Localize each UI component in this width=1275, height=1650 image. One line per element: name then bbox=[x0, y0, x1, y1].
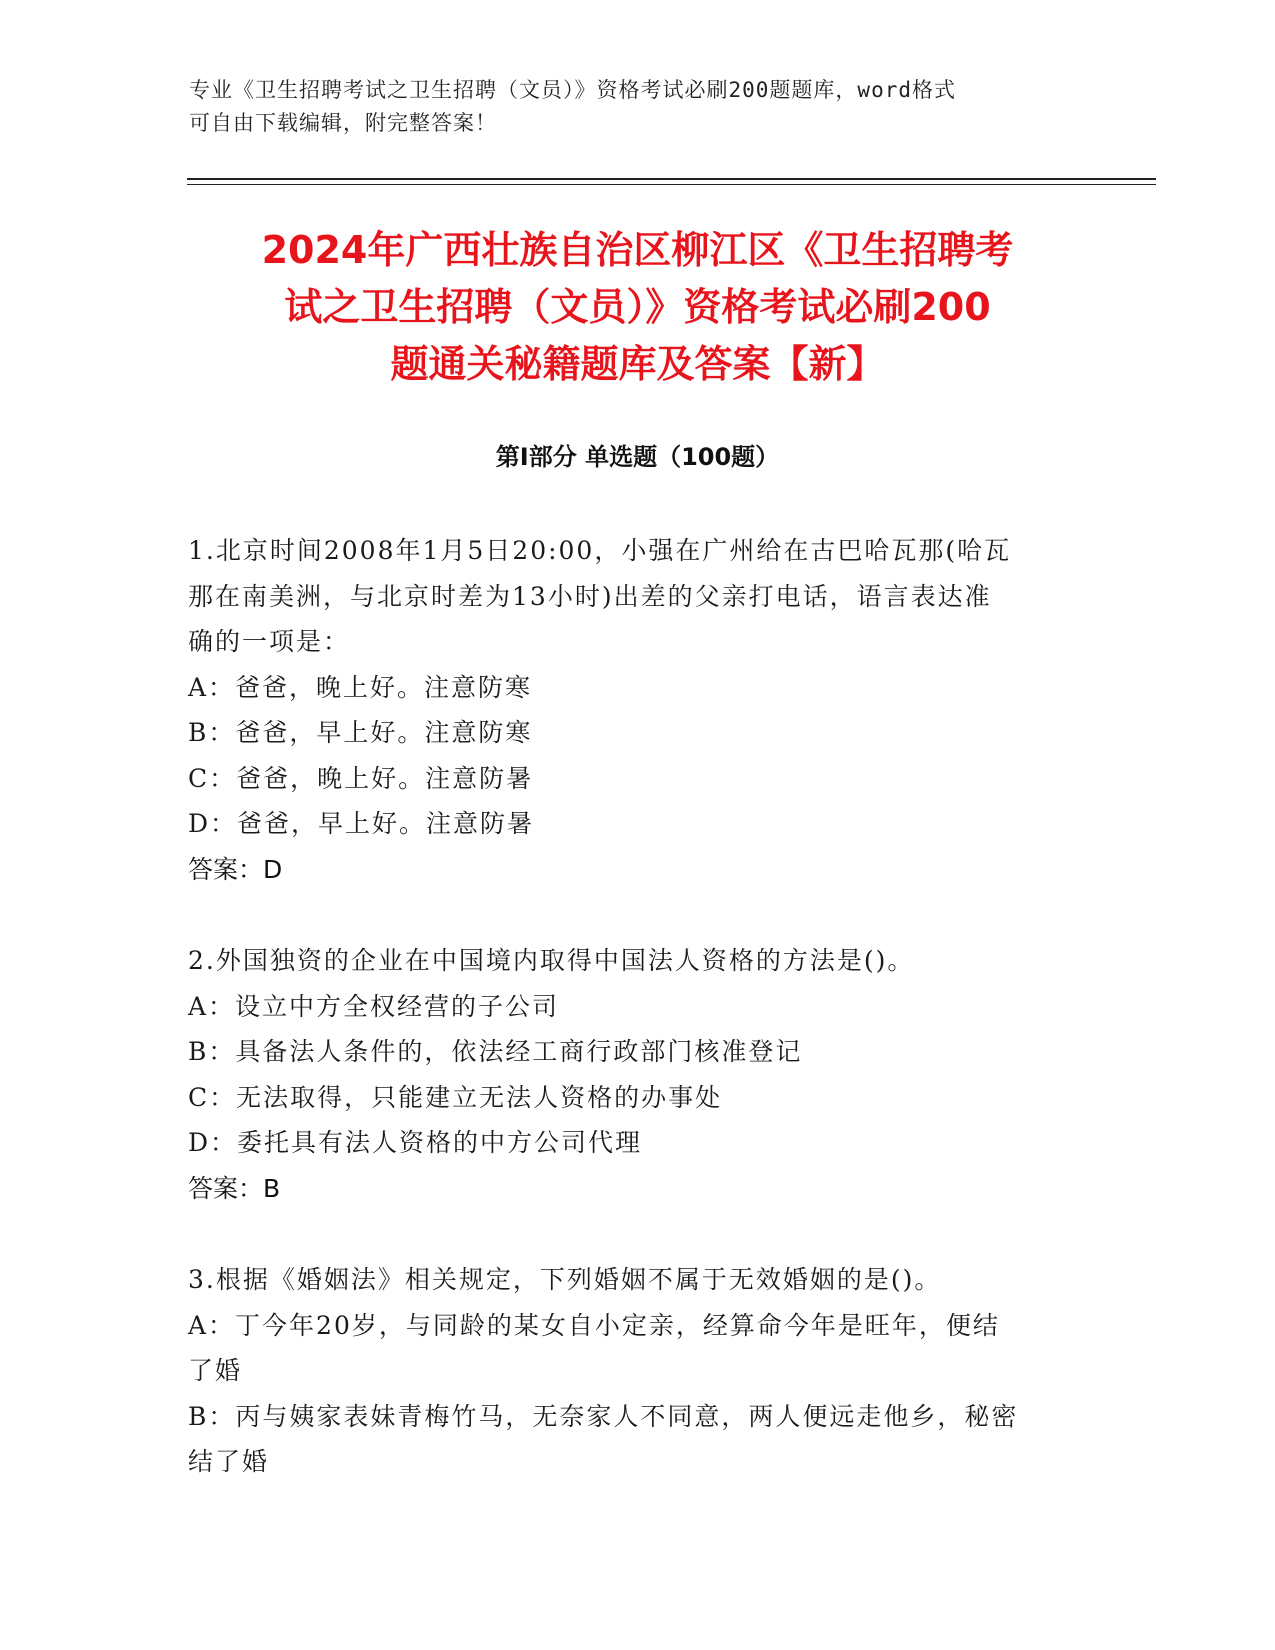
question-stem-line: 确的一项是： bbox=[188, 627, 351, 656]
option-b-continued: 结了婚 bbox=[188, 1447, 270, 1476]
question-2 bbox=[188, 938, 1088, 1211]
document-title-line-2: 试之卫生招聘（文员）》资格考试必刷200 bbox=[284, 285, 991, 329]
document-title-line-3: 题通关秘籍题库及答案【新】 bbox=[390, 342, 885, 386]
question-stem-line: 3.根据《婚姻法》相关规定，下列婚姻不属于无效婚姻的是()。 bbox=[188, 1265, 942, 1294]
question-stem-line: 1.北京时间2008年1月5日20:00，小强在广州给在古巴哈瓦那(哈瓦 bbox=[188, 536, 1012, 565]
option-c: C：爸爸，晚上好。注意防暑 bbox=[188, 763, 534, 793]
option-a: A：爸爸，晚上好。注意防寒 bbox=[188, 672, 533, 702]
document-title bbox=[150, 222, 1125, 393]
header-divider-thin bbox=[187, 184, 1156, 185]
header-divider-thick bbox=[187, 178, 1156, 180]
option-a: A：设立中方全权经营的子公司 bbox=[188, 991, 560, 1021]
question-1 bbox=[188, 528, 1088, 892]
question-3 bbox=[188, 1257, 1088, 1485]
question-stem-line: 那在南美洲，与北京时差为13小时)出差的父亲打电话，语言表达准 bbox=[188, 581, 992, 611]
option-c: C：无法取得，只能建立无法人资格的办事处 bbox=[188, 1082, 723, 1112]
option-b: B：丙与姨家表妹青梅竹马，无奈家人不同意，两人便远走他乡，秘密 bbox=[188, 1401, 1019, 1431]
document-title-line-1: 2024年广西壮族自治区柳江区《卫生招聘考 bbox=[261, 228, 1014, 272]
header-note-line-1: 专业《卫生招聘考试之卫生招聘（文员）》资格考试必刷200题题库，word格式 bbox=[189, 78, 956, 102]
question-stem-line: 2.外国独资的企业在中国境内取得中国法人资格的方法是()。 bbox=[188, 946, 915, 975]
section-title: 第Ⅰ部分 单选题（100题） bbox=[495, 443, 780, 471]
option-b: B：具备法人条件的，依法经工商行政部门核准登记 bbox=[188, 1037, 803, 1066]
option-b: B：爸爸，早上好。注意防寒 bbox=[188, 718, 533, 747]
option-a: A：丁今年20岁，与同龄的某女自小定亲，经算命今年是旺年，便结 bbox=[188, 1310, 1000, 1340]
header-note bbox=[189, 74, 1089, 140]
answer-line: 答案：D bbox=[188, 854, 283, 884]
option-d: D：委托具有法人资格的中方公司代理 bbox=[188, 1128, 643, 1157]
option-d: D：爸爸，早上好。注意防暑 bbox=[188, 809, 535, 838]
header-note-line-2: 可自由下载编辑，附完整答案！ bbox=[189, 111, 497, 135]
option-a-continued: 了婚 bbox=[188, 1356, 243, 1385]
answer-line: 答案：B bbox=[188, 1173, 281, 1203]
question-list bbox=[188, 528, 1088, 1531]
